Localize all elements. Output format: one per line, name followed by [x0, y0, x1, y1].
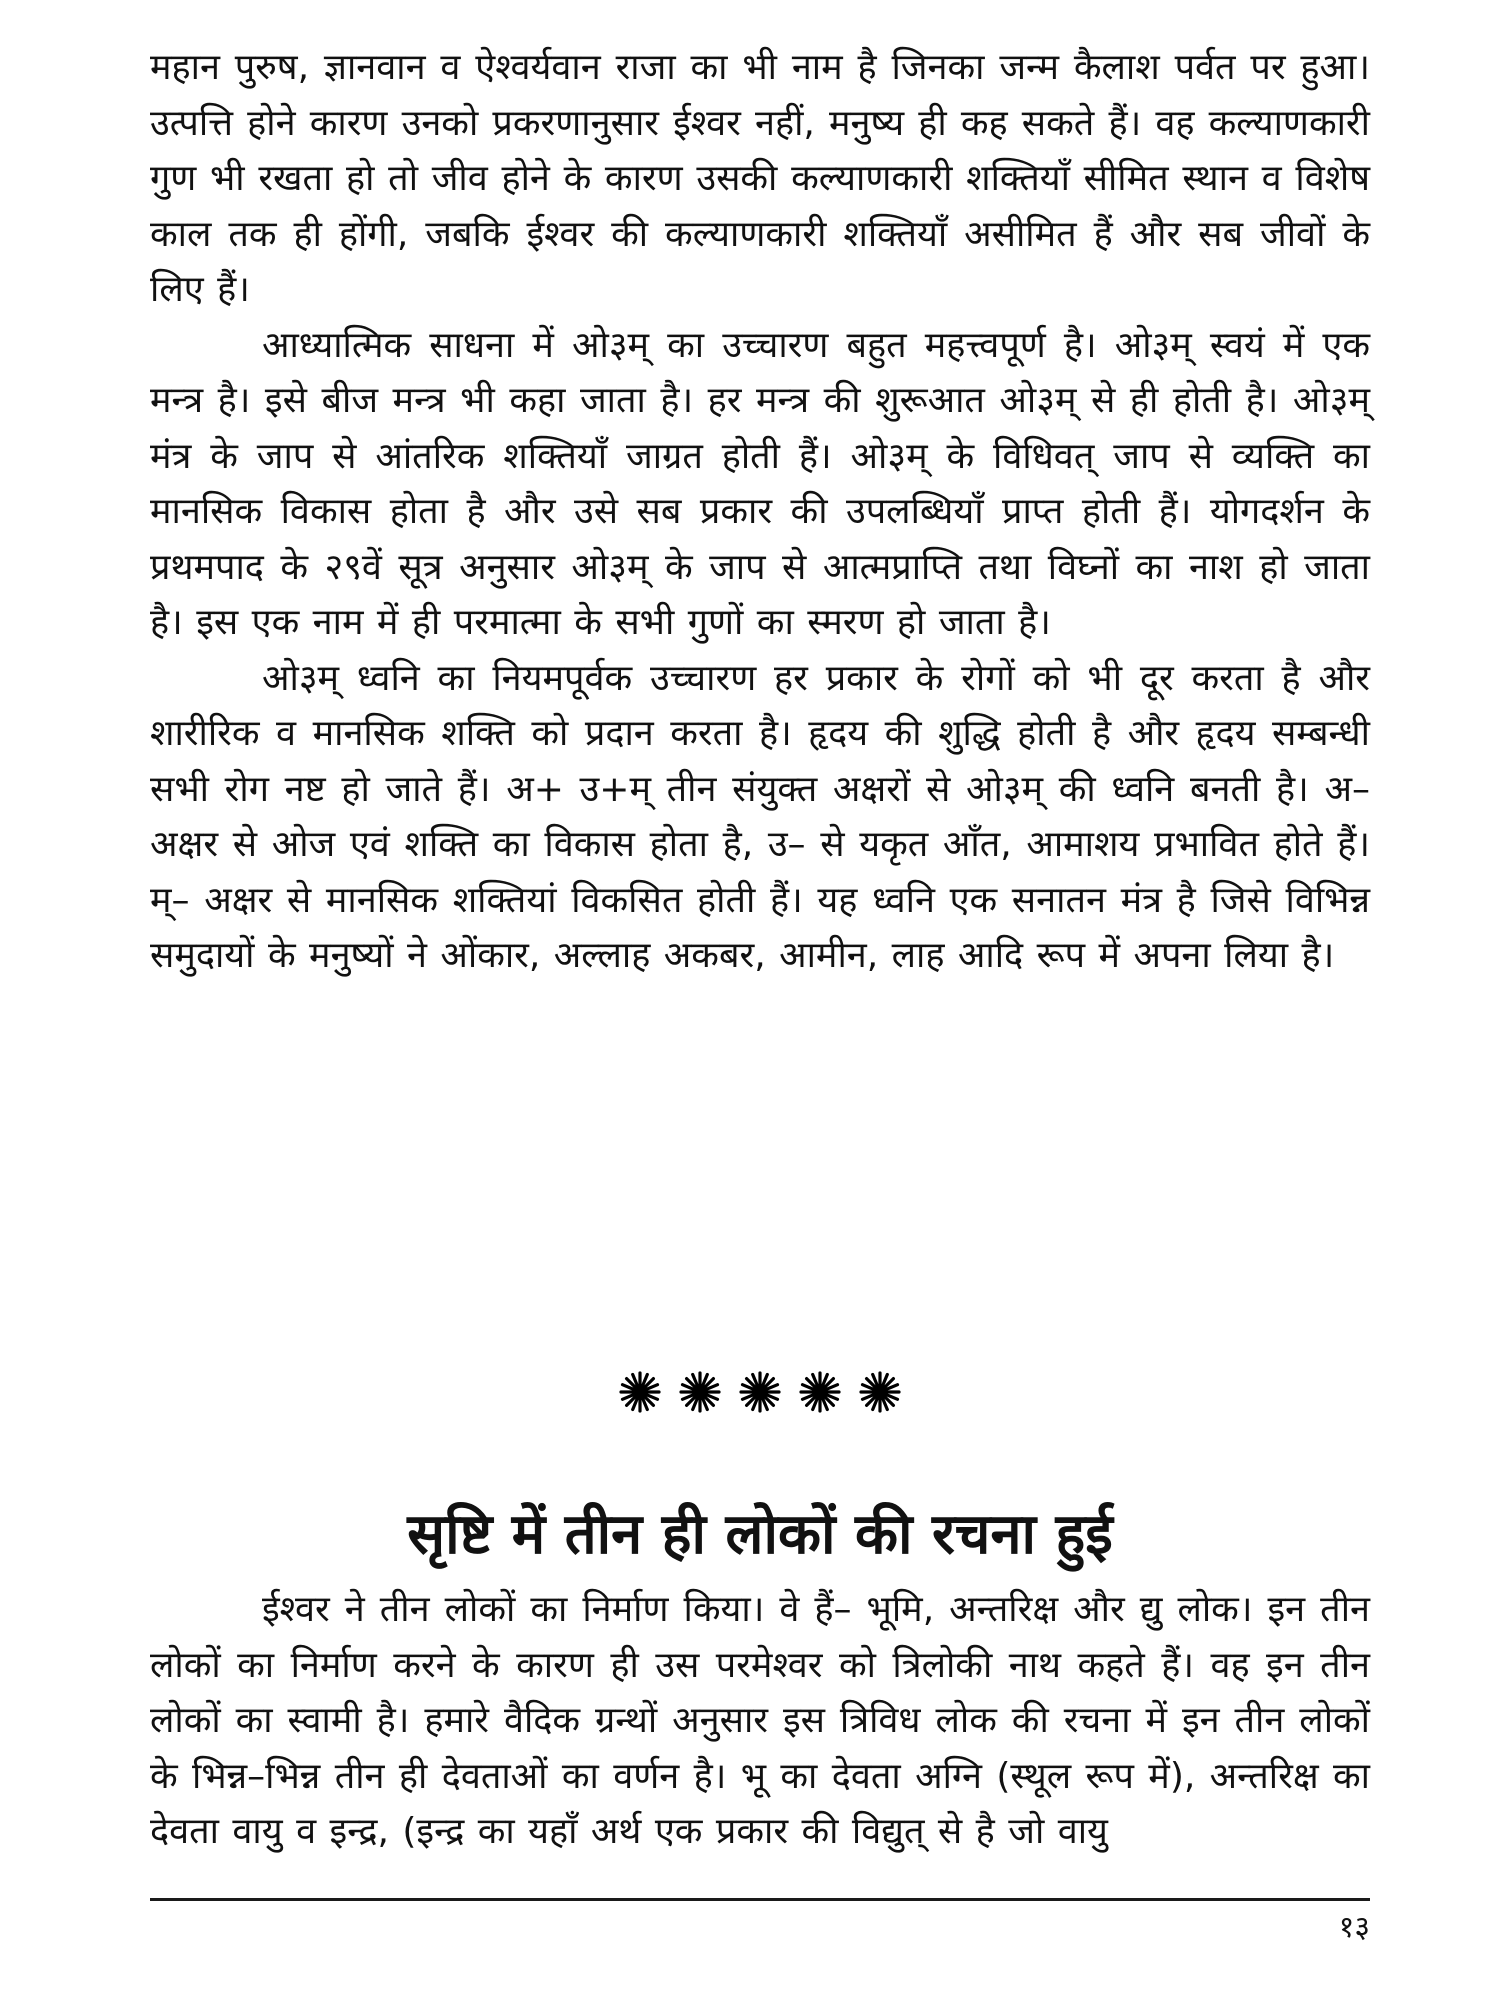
body-text	[150, 40, 1370, 984]
page	[150, 40, 1370, 1960]
section-divider	[150, 1370, 1370, 1420]
star-ornament-icon	[618, 1370, 662, 1414]
section-title: सृष्टि में तीन ही लोकों की रचना हुई	[407, 1502, 1113, 1567]
section-paragraph: ईश्वर ने तीन लोकों का निर्माण किया। वे हैं– भूमि, अन्तरिक्ष और द्यु लोक। इन तीन लोकों का निर्माण करने के कारण ही उस परमेश्वर को त्रिलोकी नाथ कहते हैं। वह इन तीन लोकों का स्वामी है। हमारे वैदिक ग्रन्थों अनुसार इस त्रिविध लोक की रचना में इन तीन लोकों के भिन्न–भिन्न तीन ही देवताओं का वर्णन है। भू का देवता अग्नि (स्थूल रूप में), अन्तरिक्ष का देवता वायु व इन्द्र, (इन्द्र का यहाँ अर्थ एक प्रकार की विद्युत् से है जो वायु	[150, 1589, 1370, 1852]
star-ornament-icon	[798, 1370, 842, 1414]
paragraph-3: ओ३म् ध्वनि का नियमपूर्वक उच्चारण हर प्रकार के रोगों को भी दूर करता है और शारीरिक व मानसिक शक्ति को प्रदान करता है। हृदय की शुद्धि होती है और हृदय सम्बन्धी सभी रोग नष्ट हो जाते हैं। अ+ उ+म् तीन संयुक्त अक्षरों से ओ३म् की ध्वनि बनती है। अ–अक्षर से ओज एवं शक्ति का विकास होता है, उ– से यकृत आँत, आमाशय प्रभावित होते हैं। म्– अक्षर से मानसिक शक्तियां विकसित होती हैं। यह ध्वनि एक सनातन मंत्र है जिसे विभिन्न समुदायों के मनुष्यों ने ओंकार, अल्लाह अकबर, आमीन, लाह आदि रूप में अपना लिया है।	[150, 657, 1370, 976]
page-number: १३	[1338, 1910, 1370, 1945]
star-ornament-icon	[678, 1370, 722, 1414]
paragraph-2: आध्यात्मिक साधना में ओ३म् का उच्चारण बहुत महत्त्वपूर्ण है। ओ३म् स्वयं में एक मन्त्र है। इसे बीज मन्त्र भी कहा जाता है। हर मन्त्र की शुरूआत ओ३म् से ही होती है। ओ३म् मंत्र के जाप से आंतरिक शक्तियाँ जाग्रत होती हैं। ओ३म् के विधिवत् जाप से व्यक्ति का मानसिक विकास होता है और उसे सब प्रकार की उपलब्धियाँ प्राप्त होती हैं। योगदर्शन के प्रथमपाद के २९वें सूत्र अनुसार ओ३म् के जाप से आत्मप्राप्ति तथा विघ्नों का नाश हो जाता है। इस एक नाम में ही परमात्मा के सभी गुणों का स्मरण हो जाता है।	[150, 324, 1370, 643]
section-body	[150, 1582, 1370, 1860]
star-ornament-icon	[738, 1370, 782, 1414]
paragraph-1: महान पुरुष, ज्ञानवान व ऐश्वर्यवान राजा का भी नाम है जिनका जन्म कैलाश पर्वत पर हुआ। उत्पत्ति होने कारण उनको प्रकरणानुसार ईश्वर नहीं, मनुष्य ही कह सकते हैं। वह कल्याणकारी गुण भी रखता हो तो जीव होने के कारण उसकी कल्याणकारी शक्तियाँ सीमित स्थान व विशेष काल तक ही होंगी, जबकि ईश्वर की कल्याणकारी शक्तियाँ असीमित हैं और सब जीवों के लिए हैं।	[150, 47, 1370, 310]
star-ornament-icon	[858, 1370, 902, 1414]
footer-rule	[150, 1898, 1370, 1901]
